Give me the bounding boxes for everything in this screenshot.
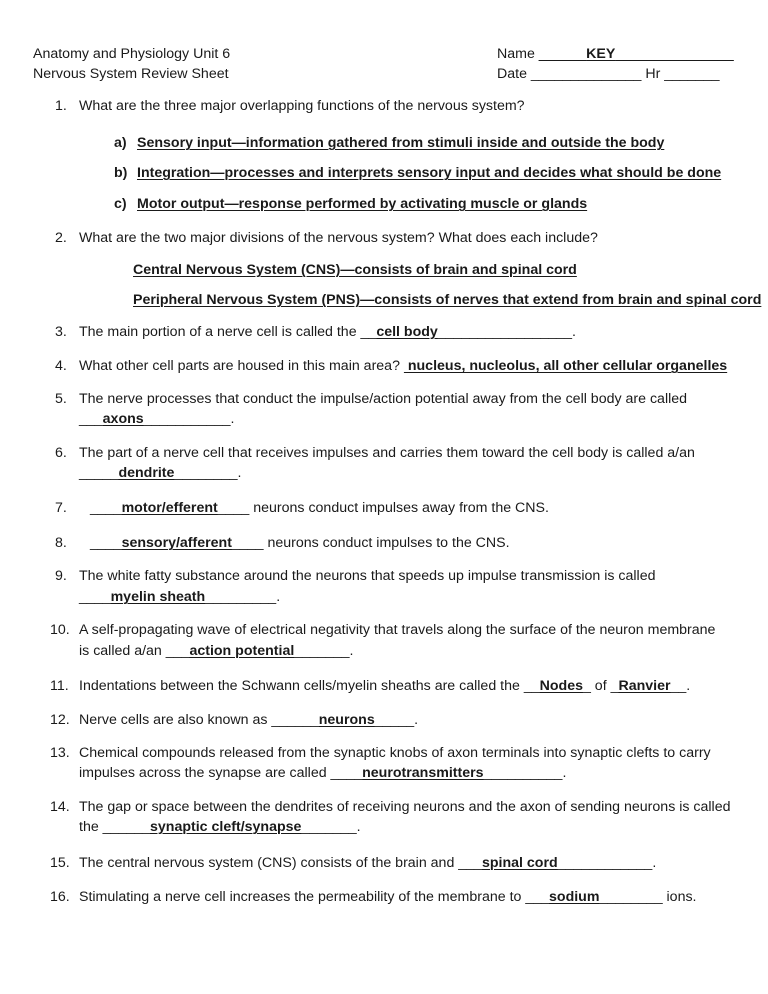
question-13-after: __________.	[483, 765, 567, 781]
question-5-pre: ___	[79, 411, 103, 427]
question-7-after: ____ neurons conduct impulses away from the CNS.	[217, 500, 549, 516]
question-2-answer-pns: Peripheral Nervous System (PNS)—consists of nerves that extend from brain and spinal cord	[133, 292, 762, 308]
question-11-answer-nodes: Nodes	[539, 678, 583, 694]
question-14-after: _______.	[301, 819, 361, 835]
date-line: Date ______________ Hr _______	[497, 66, 720, 82]
question-7-pre: ____	[90, 500, 122, 516]
question-number: 6.	[55, 445, 67, 461]
question-5-blank	[79, 411, 234, 428]
question-15-text	[79, 855, 656, 872]
question-number: 15.	[50, 855, 70, 871]
question-1b-letter: b)	[114, 165, 128, 181]
question-1a-answer: Sensory input—information gathered from stimuli inside and outside the body	[137, 135, 665, 151]
question-9-after: _________.	[205, 589, 281, 605]
question-9-answer: myelin sheath	[110, 589, 206, 605]
question-5-answer: axons	[102, 411, 144, 427]
question-10-before: is called a/an ___	[79, 643, 190, 659]
question-11-after: __.	[670, 678, 691, 694]
name-blank-post: _______________	[615, 46, 734, 62]
question-number: 2.	[55, 230, 67, 246]
question-10-text: A self-propagating wave of electrical negativity that travels along the surface of the neuron membrane	[79, 622, 716, 638]
question-8-answer: sensory/afferent	[121, 535, 232, 551]
question-14-before: the ______	[79, 819, 151, 835]
question-number: 9.	[55, 568, 67, 584]
question-15-after: ____________.	[557, 855, 657, 871]
question-2-answer-cns: Central Nervous System (CNS)—consists of brain and spinal cord	[133, 262, 577, 278]
question-10-after: _______.	[294, 643, 354, 659]
question-11-answer-ranvier: Ranvier	[618, 678, 671, 694]
question-1c-answer: Motor output—response performed by activating muscle or glands	[137, 196, 588, 212]
question-13-blank	[79, 765, 566, 782]
question-11-before: Indentations between the Schwann cells/myelin sheaths are called the __	[79, 678, 540, 694]
name-value: KEY	[586, 46, 616, 62]
question-1c-letter: c)	[114, 196, 127, 212]
question-12-answer: neurons	[318, 712, 375, 728]
question-6-answer: dendrite	[118, 465, 175, 481]
name-line	[497, 46, 734, 66]
question-number: 14.	[50, 799, 70, 815]
question-16-after: ________ ions.	[599, 889, 697, 905]
question-8-text	[90, 535, 510, 552]
question-6-after: ________.	[174, 465, 242, 481]
question-13-answer: neurotransmitters	[362, 765, 484, 781]
question-12-after: _____.	[374, 712, 419, 728]
question-1-text: What are the three major overlapping functions of the nervous system?	[79, 98, 525, 114]
question-1b-answer: Integration—processes and interprets sensory input and decides what should be done	[137, 165, 722, 181]
name-blank-pre: ______	[538, 46, 587, 62]
question-number: 13.	[50, 745, 70, 761]
question-13-before: impulses across the synapse are called ____	[79, 765, 363, 781]
question-number: 5.	[55, 391, 67, 407]
course-title: Anatomy and Physiology Unit 6	[33, 46, 231, 62]
question-12-before: Nerve cells are also known as ______	[79, 712, 319, 728]
name-label: Name	[497, 46, 539, 62]
question-16-text	[79, 889, 697, 906]
question-number: 12.	[50, 712, 70, 728]
question-2-text: What are the two major divisions of the nervous system? What does each include?	[79, 230, 598, 246]
question-4-text	[79, 358, 727, 375]
question-15-answer: spinal cord	[481, 855, 558, 871]
question-14-text: The gap or space between the dendrites of receiving neurons and the axon of sending neurons is called	[79, 799, 731, 815]
question-6-pre: _____	[79, 465, 119, 481]
question-14-answer: synaptic cleft/synapse	[150, 819, 302, 835]
question-6-text: The part of a nerve cell that receives impulses and carries them toward the cell body is called a/an	[79, 445, 695, 461]
question-12-text	[79, 712, 418, 729]
question-5-text: The nerve processes that conduct the impulse/action potential away from the cell body are called	[79, 391, 688, 407]
question-number: 7.	[55, 500, 67, 516]
question-11-text	[79, 678, 690, 695]
question-9-pre: ____	[79, 589, 111, 605]
sheet-title: Nervous System Review Sheet	[33, 66, 229, 82]
question-number: 4.	[55, 358, 67, 374]
question-number: 10.	[50, 622, 70, 638]
question-3-before: The main portion of a nerve cell is called the __	[79, 324, 377, 340]
question-11-mid: _ of _	[582, 678, 619, 694]
question-7-text	[90, 500, 549, 517]
question-14-blank	[79, 819, 361, 836]
question-13-text: Chemical compounds released from the synaptic knobs of axon terminals into synaptic clefts to carry	[79, 745, 711, 761]
question-3-answer: cell body	[376, 324, 438, 340]
question-8-pre: ____	[90, 535, 122, 551]
question-1a-letter: a)	[114, 135, 127, 151]
question-number: 3.	[55, 324, 67, 340]
question-10-blank	[79, 643, 353, 660]
question-number: 8.	[55, 535, 67, 551]
question-number: 1.	[55, 98, 67, 114]
question-9-blank	[79, 589, 280, 606]
question-number: 16.	[50, 889, 70, 905]
question-8-after: ____ neurons conduct impulses to the CNS.	[231, 535, 510, 551]
question-16-answer: sodium	[549, 889, 600, 905]
question-9-text: The white fatty substance around the neurons that speeds up impulse transmission is called	[79, 568, 656, 584]
question-4-answer: nucleus, nucleolus, all other cellular organelles	[403, 358, 728, 374]
question-10-answer: action potential	[189, 643, 295, 659]
question-5-after: ___________.	[143, 411, 235, 427]
question-3-text	[79, 324, 576, 341]
question-7-answer: motor/efferent	[121, 500, 218, 516]
header-right	[497, 46, 734, 86]
header-left	[33, 46, 230, 86]
question-3-after: _________________.	[437, 324, 576, 340]
question-4-before: What other cell parts are housed in this main area?	[79, 358, 404, 374]
question-number: 11.	[50, 678, 69, 694]
question-6-blank	[79, 465, 242, 482]
question-16-before: Stimulating a nerve cell increases the permeability of the membrane to ___	[79, 889, 550, 905]
question-15-before: The central nervous system (CNS) consists of the brain and ___	[79, 855, 482, 871]
